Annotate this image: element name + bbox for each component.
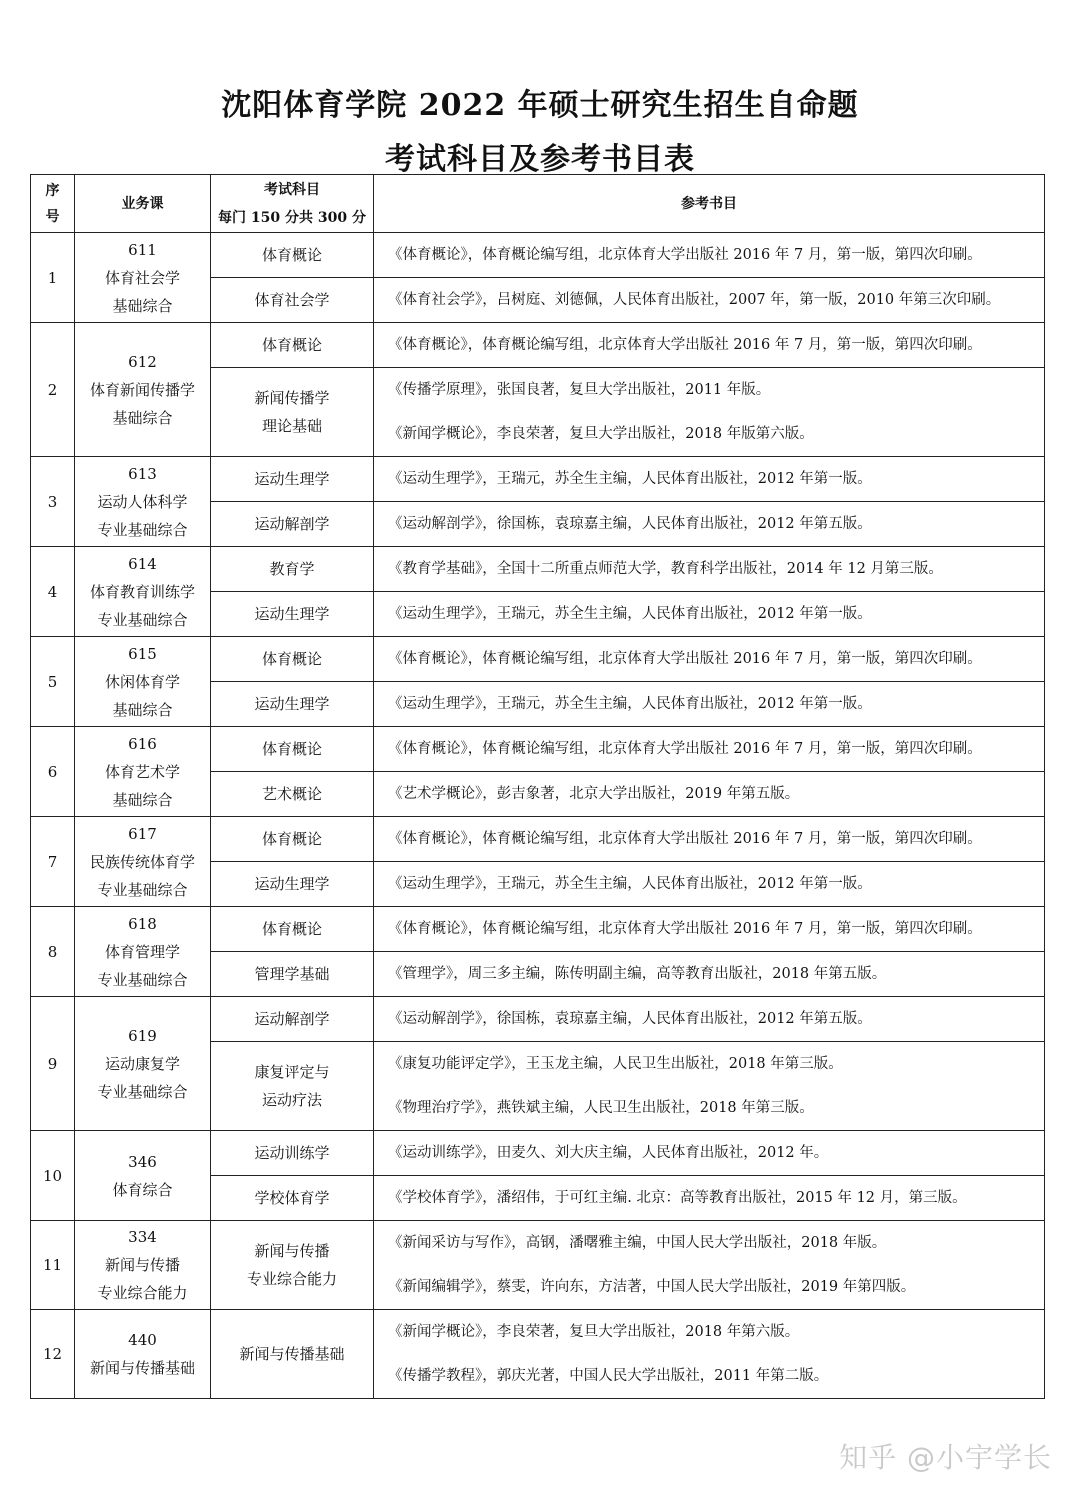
book-entry: 《体育概论》，体育概论编写组，北京体育大学出版社 2016 年 7 月，第一版，第四次印刷。 [388, 921, 982, 937]
course-name-line: 专业基础综合 [97, 610, 188, 629]
subject-name-line: 运动生理学 [254, 695, 330, 713]
book-entry: 《学校体育学》，潘绍伟，于可红主编. 北京：高等教育出版社，2015 年 12 月，第三版。 [388, 1190, 967, 1206]
book-entry: 《教育学基础》，全国十二所重点师范大学，教育科学出版社，2014 年 12 月第三版。 [388, 561, 943, 577]
books-cell [374, 502, 1045, 547]
books-cell [374, 278, 1045, 323]
subject-name-line: 管理学基础 [254, 965, 330, 983]
books-cell [374, 772, 1045, 817]
subject-cell [211, 592, 374, 637]
course-code: 440 [128, 1331, 157, 1349]
table-row [31, 1131, 1045, 1176]
course-code: 613 [128, 464, 157, 483]
subject-cell [211, 1221, 374, 1310]
book-entry: 《体育概论》，体育概论编写组，北京体育大学出版社 2016 年 7 月，第一版，第四次印刷。 [388, 337, 982, 353]
row-number: 1 [31, 233, 75, 323]
table-row [31, 637, 1045, 682]
subject-cell [211, 772, 374, 817]
books-cell [374, 637, 1045, 682]
book-entry: 《运动解剖学》，徐国栋，袁琼嘉主编，人民体育出版社，2012 年第五版。 [388, 1011, 872, 1027]
book-entry: 《体育概论》，体育概论编写组，北京体育大学出版社 2016 年 7 月，第一版，第四次印刷。 [388, 831, 982, 847]
course-code: 616 [128, 734, 157, 753]
subject-name-line: 体育概论 [261, 336, 322, 354]
subject-name-line: 体育概论 [261, 246, 322, 264]
book-entry: 《新闻学概论》，李良荣著，复旦大学出版社，2018 年版第六版。 [388, 426, 814, 442]
subject-name-line: 运动解剖学 [254, 1010, 330, 1028]
books-cell [374, 1042, 1045, 1131]
course-name-line: 专业基础综合 [97, 880, 188, 899]
row-number: 2 [31, 323, 75, 457]
header-subject [211, 175, 374, 233]
books-cell [374, 1131, 1045, 1176]
subject-name-line: 专业综合能力 [246, 1270, 337, 1288]
header-course: 业务课 [75, 175, 211, 233]
course-name-line: 新闻与传播 [104, 1256, 180, 1274]
course-code: 615 [128, 644, 157, 663]
table-row [31, 1310, 1045, 1399]
course-name-line: 基础综合 [112, 408, 173, 427]
books-cell [374, 682, 1045, 727]
subject-name-line: 新闻与传播 [254, 1242, 330, 1260]
course-name-line: 休闲体育学 [104, 672, 180, 691]
subject-cell [211, 682, 374, 727]
books-cell [374, 233, 1045, 278]
subject-cell [211, 1310, 374, 1399]
course-code: 346 [128, 1152, 157, 1171]
book-entry: 《运动解剖学》，徐国栋，袁琼嘉主编，人民体育出版社，2012 年第五版。 [388, 516, 872, 532]
table-row [31, 233, 1045, 278]
book-entry: 《康复功能评定学》，王玉龙主编，人民卫生出版社，2018 年第三版。 [388, 1056, 843, 1072]
subject-cell [211, 952, 374, 997]
books-cell [374, 547, 1045, 592]
subject-cell [211, 637, 374, 682]
header-no: 序号 [31, 175, 75, 233]
table-row [31, 547, 1045, 592]
books-cell [374, 952, 1045, 997]
row-number: 6 [31, 727, 75, 817]
subject-name-line: 学校体育学 [254, 1189, 330, 1207]
book-entry: 《体育社会学》，吕树庭、刘德佩，人民体育出版社，2007 年，第一版，2010 年第三次印刷。 [388, 292, 1001, 308]
books-cell [374, 368, 1045, 457]
book-entry: 《新闻采访与写作》，高钢，潘曙雅主编，中国人民大学出版社，2018 年版。 [388, 1235, 887, 1251]
course-cell [75, 817, 211, 907]
course-code: 619 [128, 1026, 157, 1045]
subject-name-line: 教育学 [269, 560, 315, 578]
course-name-line: 基础综合 [112, 790, 173, 809]
course-cell [75, 637, 211, 727]
row-number: 5 [31, 637, 75, 727]
books-cell [374, 862, 1045, 907]
subject-cell [211, 368, 374, 457]
books-cell [374, 727, 1045, 772]
subject-cell [211, 907, 374, 952]
books-cell [374, 907, 1045, 952]
subject-name-line: 体育概论 [261, 920, 322, 938]
subject-name-line: 体育社会学 [254, 291, 330, 309]
row-number: 11 [31, 1221, 75, 1310]
book-entry: 《运动生理学》，王瑞元，苏全生主编，人民体育出版社，2012 年第一版。 [388, 471, 872, 487]
book-entry: 《物理治疗学》，燕铁斌主编，人民卫生出版社，2018 年第三版。 [388, 1100, 814, 1116]
subject-name-line: 运动生理学 [254, 875, 330, 893]
subject-name-line: 艺术概论 [261, 785, 322, 803]
course-name-line: 专业基础综合 [97, 520, 188, 539]
subject-name-line: 运动训练学 [254, 1144, 330, 1162]
books-cell [374, 1221, 1045, 1310]
course-name-line: 运动人体科学 [97, 492, 188, 511]
table-header-row [31, 175, 1045, 233]
course-cell [75, 457, 211, 547]
subject-cell [211, 457, 374, 502]
table-row [31, 727, 1045, 772]
course-cell [75, 233, 211, 323]
course-name-line: 体育新闻传播学 [89, 380, 195, 399]
subject-cell [211, 1131, 374, 1176]
course-name-line: 专业基础综合 [97, 970, 188, 989]
book-entry: 《运动生理学》，王瑞元，苏全生主编，人民体育出版社，2012 年第一版。 [388, 606, 872, 622]
course-name-line: 体育管理学 [104, 942, 180, 961]
subject-cell [211, 1176, 374, 1221]
course-name-line: 基础综合 [112, 296, 173, 315]
subject-name-line: 康复评定与 [254, 1063, 330, 1081]
subject-cell [211, 502, 374, 547]
subject-name-line: 运动解剖学 [254, 515, 330, 533]
table-row [31, 817, 1045, 862]
table-row [31, 997, 1045, 1042]
course-name-line: 体育艺术学 [104, 762, 180, 781]
subject-cell [211, 547, 374, 592]
watermark: 知乎 @小宇学长 [839, 1441, 1052, 1474]
table-row [31, 1221, 1045, 1310]
row-number: 12 [31, 1310, 75, 1399]
subject-cell [211, 323, 374, 368]
books-cell [374, 592, 1045, 637]
subject-name-line: 运动生理学 [254, 470, 330, 488]
subject-name-line: 体育概论 [261, 830, 322, 848]
book-entry: 《运动生理学》，王瑞元，苏全生主编，人民体育出版社，2012 年第一版。 [388, 876, 872, 892]
row-number: 4 [31, 547, 75, 637]
course-name-line: 体育社会学 [104, 268, 180, 287]
books-cell [374, 457, 1045, 502]
books-cell [374, 1176, 1045, 1221]
subject-name-line: 理论基础 [261, 417, 322, 435]
course-cell [75, 1221, 211, 1310]
course-cell [75, 1310, 211, 1399]
course-name-line: 专业基础综合 [97, 1082, 188, 1101]
books-cell [374, 1310, 1045, 1399]
course-cell [75, 1131, 211, 1221]
books-cell [374, 997, 1045, 1042]
row-number: 3 [31, 457, 75, 547]
subject-name-line: 新闻传播学 [254, 389, 330, 407]
books-cell [374, 817, 1045, 862]
subject-name-line: 新闻与传播基础 [239, 1345, 345, 1363]
subject-cell [211, 233, 374, 278]
course-code: 614 [128, 554, 157, 573]
book-entry: 《体育概论》，体育概论编写组，北京体育大学出版社 2016 年 7 月，第一版，第四次印刷。 [388, 741, 982, 757]
book-entry: 《体育概论》，体育概论编写组，北京体育大学出版社 2016 年 7 月，第一版，第四次印刷。 [388, 651, 982, 667]
course-name-line: 体育教育训练学 [89, 582, 195, 601]
book-entry: 《管理学》，周三多主编，陈传明副主编，高等教育出版社，2018 年第五版。 [388, 966, 887, 982]
subject-name-line: 体育概论 [261, 740, 322, 758]
document-title-line2: 考试科目及参考书目表 [385, 142, 695, 177]
table-row [31, 907, 1045, 952]
book-entry: 《新闻学概论》，李良荣著，复旦大学出版社，2018 年第六版。 [388, 1324, 800, 1340]
course-code: 617 [128, 824, 157, 843]
header-subject-line1: 考试科目 [264, 181, 320, 198]
course-cell [75, 907, 211, 997]
course-code: 334 [128, 1228, 157, 1246]
course-cell [75, 997, 211, 1131]
subject-cell [211, 727, 374, 772]
subject-cell [211, 862, 374, 907]
subject-name-line: 运动疗法 [261, 1091, 322, 1109]
book-entry: 《新闻编辑学》，蔡雯，许向东，方洁著，中国人民大学出版社，2019 年第四版。 [388, 1279, 916, 1295]
books-cell [374, 323, 1045, 368]
header-subject-line2: 每门 150 分共 300 分 [218, 209, 366, 226]
document-title-line1: 沈阳体育学院 2022 年硕士研究生招生自命题 [221, 88, 859, 123]
course-cell [75, 323, 211, 457]
subject-cell [211, 997, 374, 1042]
header-books: 参考书目 [374, 175, 1045, 233]
book-entry: 《运动生理学》，王瑞元，苏全生主编，人民体育出版社，2012 年第一版。 [388, 696, 872, 712]
book-entry: 《传播学教程》，郭庆光著，中国人民大学出版社，2011 年第二版。 [388, 1368, 829, 1384]
course-name-line: 运动康复学 [104, 1054, 180, 1073]
course-name-line: 专业综合能力 [97, 1284, 188, 1302]
table-row [31, 323, 1045, 368]
row-number: 8 [31, 907, 75, 997]
subject-cell [211, 817, 374, 862]
book-entry: 《艺术学概论》，彭吉象著，北京大学出版社，2019 年第五版。 [388, 786, 800, 802]
course-cell [75, 727, 211, 817]
row-number: 10 [31, 1131, 75, 1221]
table-row [31, 457, 1045, 502]
exam-subjects-table [30, 174, 1045, 1399]
course-code: 612 [128, 352, 157, 371]
book-entry: 《传播学原理》，张国良著，复旦大学出版社，2011 年版。 [388, 382, 771, 398]
course-name-line: 民族传统体育学 [89, 852, 195, 871]
book-entry: 《体育概论》，体育概论编写组，北京体育大学出版社 2016 年 7 月，第一版，第四次印刷。 [388, 247, 982, 263]
course-name-line: 体育综合 [112, 1180, 173, 1199]
subject-name-line: 体育概论 [261, 650, 322, 668]
course-name-line: 基础综合 [112, 700, 173, 719]
course-name-line: 新闻与传播基础 [89, 1359, 195, 1377]
row-number: 7 [31, 817, 75, 907]
book-entry: 《运动训练学》，田麦久、刘大庆主编，人民体育出版社，2012 年。 [388, 1145, 829, 1161]
course-code: 611 [128, 240, 157, 259]
table-body [31, 233, 1045, 1399]
course-code: 618 [128, 914, 157, 933]
subject-cell [211, 1042, 374, 1131]
subject-cell [211, 278, 374, 323]
row-number: 9 [31, 997, 75, 1131]
subject-name-line: 运动生理学 [254, 605, 330, 623]
course-cell [75, 547, 211, 637]
